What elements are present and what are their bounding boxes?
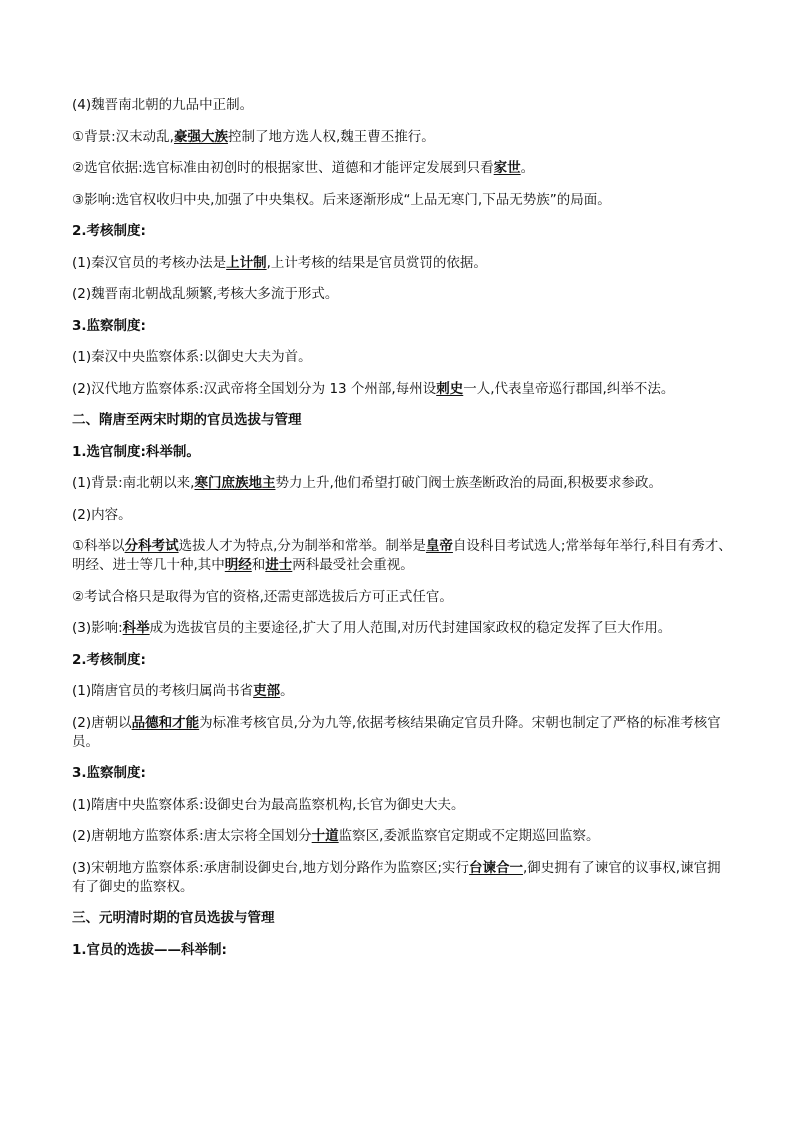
assessment-heading-1: 2.考核制度:	[72, 223, 146, 239]
assessment-qinhan: (1)秦汉官员的考核办法是上计制,上计考核的结果是官员赏罚的依据。	[72, 254, 487, 271]
keyword: 品德和才能	[131, 714, 200, 731]
supervision-heading-2: 3.监察制度:	[72, 765, 146, 781]
keyword: 科举	[122, 620, 150, 636]
keyword: 十道	[311, 828, 339, 844]
keyword: 吏部	[253, 683, 281, 699]
supervision-heading-1: 3.监察制度:	[72, 317, 146, 334]
keyword: 台谏合一	[469, 859, 524, 876]
keyword: 皇帝	[425, 538, 453, 554]
nine-rank-influence: ③影响:选官权收归中央,加强了中央集权。后来逐渐形成“上品无寒门,下品无势族”的局面。	[72, 191, 611, 208]
supervision-qinhan-central: (1)秦汉中央监察体系:以御史大夫为首。	[72, 349, 312, 365]
nine-rank-background: ①背景:汉末动乱,豪强大族控制了地方选人权,魏王曹丕推行。	[72, 128, 435, 145]
supervision-han-local: (2)汉代地方监察体系:汉武帝将全国划分为 13 个州部,每州设刺史一人,代表皇帝巡行郡国,纠举不法。	[72, 380, 675, 397]
supervision-song-local: (3)宋朝地方监察体系:承唐制设御史台,地方划分路作为监察区;实行台谏合一,御史拥有了谏官的议事权,谏官拥有了御史的监察权。	[72, 859, 721, 895]
assessment-heading-2: 2.考核制度:	[72, 651, 146, 668]
assessment-suitang: (1)隋唐官员的考核归属尚书省吏部。	[72, 683, 294, 699]
section-heading-2: 二、隋唐至两宋时期的官员选拔与管理	[72, 412, 302, 428]
keyword: 进士	[265, 557, 293, 573]
nine-rank-basis: ②选官依据:选官标准由初创时的根据家世、道德和才能评定发展到只看家世。	[72, 160, 535, 176]
keju-influence: (3)影响:科举成为选拔官员的主要途径,扩大了用人范围,对历代封建国家政权的稳定发挥了巨大作用。	[72, 620, 672, 636]
document-page	[72, 96, 732, 972]
keyword: 上计制	[226, 254, 267, 271]
keju-content-1: ①科举以分科考试选拔人才为特点,分为制举和常举。制举是皇帝自设科目考试选人;常举每年举行,科目有秀才、明经、进士等几十种,其中明经和进士两科最受社会重视。	[72, 538, 732, 573]
supervision-tang-local: (2)唐朝地方监察体系:唐太宗将全国划分十道监察区,委派监察官定期或不定期巡回监察。	[72, 828, 600, 844]
keyword: 家世	[493, 160, 521, 176]
keju-background: (1)背景:南北朝以来,寒门庶族地主势力上升,他们希望打破门阀士族垄断政治的局面,积极要求参政。	[72, 475, 663, 491]
keyword: 明经	[224, 557, 252, 573]
assessment-tang-song: (2)唐朝以品德和才能为标准考核官员,分为九等,依据考核结果确定官员升降。宋朝也制定了严格的标准考核官员。	[72, 714, 721, 750]
nine-rank-title: (4)魏晋南北朝的九品中正制。	[72, 97, 254, 113]
keyword: 寒门庶族地主	[194, 475, 276, 491]
section-heading-3: 三、元明清时期的官员选拔与管理	[72, 910, 275, 926]
selection-heading-2: 1.选官制度:科举制。	[72, 443, 200, 460]
keyword: 分科考试	[124, 538, 179, 554]
keju-content-2: ②考试合格只是取得为官的资格,还需吏部选拔后方可正式任官。	[72, 588, 453, 605]
selection-heading-3: 1.官员的选拔——科举制:	[72, 941, 227, 958]
supervision-suitang-central: (1)隋唐中央监察体系:设御史台为最高监察机构,长官为御史大夫。	[72, 796, 465, 813]
keju-content-title: (2)内容。	[72, 506, 132, 523]
keyword: 豪强大族	[173, 128, 228, 145]
keyword: 刺史	[436, 380, 464, 397]
assessment-weijin: (2)魏晋南北朝战乱频繁,考核大多流于形式。	[72, 286, 339, 302]
